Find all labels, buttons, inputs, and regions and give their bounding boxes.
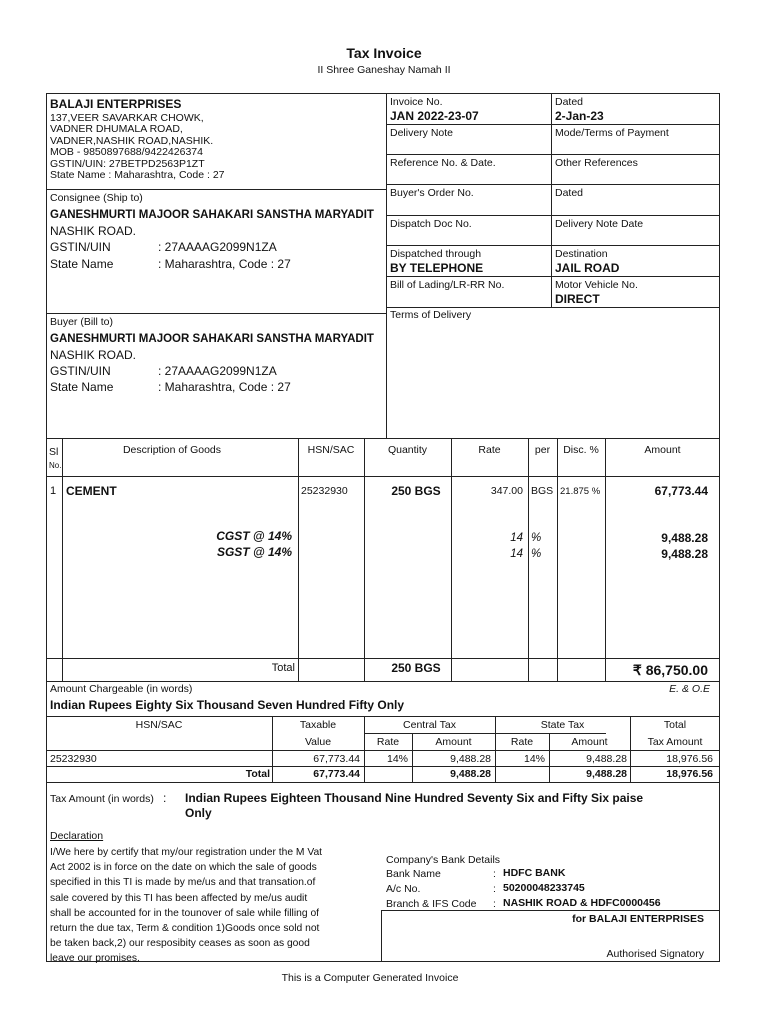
delivery-note-label: Delivery Note bbox=[390, 127, 454, 139]
consignee-state-label: State Name bbox=[50, 257, 114, 271]
col-description: Description of Goods bbox=[122, 444, 222, 456]
item-per: BGS bbox=[531, 485, 554, 497]
items-total-label: Total bbox=[271, 662, 295, 674]
item-sl: 1 bbox=[50, 485, 57, 497]
seller-address: 137,VEER SAVARKAR CHOWK, VADNER DHUMALA ROAD, VADNER,NASHIK ROAD,NASHIK. MOB - 9850897688/9422426374 GSTIN/UIN: 27BETPD2563P1ZT State Name : Maharashtra, Code : 27 bbox=[50, 112, 225, 182]
other-references-label: Other References bbox=[555, 157, 638, 169]
consignee-gstin-label: GSTIN/UIN bbox=[50, 240, 111, 254]
tax-words-colon: : bbox=[163, 791, 167, 805]
sgst-per: % bbox=[531, 548, 542, 560]
declaration-text: I/We here by certify that my/our registration under the M Vat Act 2002 is in force on the date on which the sale of goods specified in this TI is made by me/us and that transation.of sale covered by this TI has been affected by me/us audit shall be accounted for in the tounover of sale while filling of return the due tax, Term & condition 1)Goods once sold not be taken back,2) our resposibity ceases as soon as good leave our promises. bbox=[50, 847, 323, 965]
tax-total-taxable: 67,773.44 bbox=[313, 768, 360, 780]
mode-terms-label: Mode/Terms of Payment bbox=[555, 127, 669, 139]
motor-vehicle: DIRECT bbox=[555, 292, 600, 306]
tax-col-hsn: HSN/SAC bbox=[135, 719, 183, 731]
item-quantity: 250 BGS bbox=[391, 484, 441, 498]
tax-col-total: Total bbox=[663, 719, 687, 731]
tax-total-total: 18,976.56 bbox=[666, 768, 713, 780]
tax-col-state-amount: Amount bbox=[571, 736, 608, 748]
motor-vehicle-label: Motor Vehicle No. bbox=[555, 279, 638, 291]
seller-state: State Name : Maharashtra, Code : 27 bbox=[50, 169, 225, 182]
tax-total-state: 9,488.28 bbox=[586, 768, 627, 780]
sgst-rate: 14 bbox=[510, 548, 523, 560]
ac-no-label: A/c No. bbox=[386, 883, 421, 895]
authorised-signatory: Authorised Signatory bbox=[606, 948, 704, 960]
item-description: CEMENT bbox=[66, 484, 117, 498]
item-disc: 21.875 % bbox=[560, 486, 601, 497]
buyer-gstin: : 27AAAAG2099N1ZA bbox=[158, 364, 277, 378]
tax-col-central: Central Tax bbox=[403, 719, 456, 731]
col-quantity: Quantity bbox=[387, 444, 428, 456]
footer-note: This is a Computer Generated Invoice bbox=[281, 972, 459, 984]
reference-label: Reference No. & Date. bbox=[390, 157, 496, 169]
tax-col-state: State Tax bbox=[540, 719, 585, 731]
col-amount: Amount bbox=[644, 444, 681, 456]
tax-col-value: Value bbox=[304, 736, 332, 748]
dispatched-through: BY TELEPHONE bbox=[390, 261, 484, 275]
tax-col-taxable: Taxable bbox=[299, 719, 337, 731]
destination-label: Destination bbox=[555, 248, 608, 260]
sgst-amount: 9,488.28 bbox=[661, 547, 708, 561]
buyer-label: Buyer (Bill to) bbox=[50, 316, 114, 328]
item-rate: 347.00 bbox=[490, 485, 523, 497]
tax-col-tax-amount: Tax Amount bbox=[647, 736, 703, 748]
destination: JAIL ROAD bbox=[555, 261, 620, 275]
invoice-subtitle: II Shree Ganeshay Namah II bbox=[317, 64, 451, 76]
buyer-order-label: Buyer's Order No. bbox=[390, 187, 474, 199]
invoice-title: Tax Invoice bbox=[346, 45, 422, 61]
eoe: E. & O.E bbox=[669, 683, 710, 695]
invoice-no-label: Invoice No. bbox=[390, 96, 443, 108]
consignee-name: GANESHMURTI MAJOOR SAHAKARI SANSTHA MARYADIT bbox=[50, 209, 374, 221]
bank-name-label: Bank Name bbox=[386, 868, 441, 880]
tax-row-total: 18,976.56 bbox=[666, 753, 713, 765]
tax-row-hsn: 25232930 bbox=[50, 753, 97, 765]
buyer-state: : Maharashtra, Code : 27 bbox=[158, 380, 291, 394]
tax-words-label: Tax Amount (in words) bbox=[50, 793, 154, 805]
amount-words: Indian Rupees Eighty Six Thousand Seven Hundred Fifty Only bbox=[50, 698, 405, 712]
tax-row-taxable: 67,773.44 bbox=[313, 753, 360, 765]
bank-heading: Company's Bank Details bbox=[386, 854, 501, 866]
tax-row-state-amount: 9,488.28 bbox=[586, 753, 627, 765]
branch-colon: : bbox=[493, 898, 496, 910]
col-rate: Rate bbox=[478, 444, 501, 456]
cgst-amount: 9,488.28 bbox=[661, 531, 708, 545]
tax-total-central: 9,488.28 bbox=[450, 768, 491, 780]
ac-no-colon: : bbox=[493, 883, 496, 895]
bank-name: HDFC BANK bbox=[503, 867, 566, 879]
sgst-label: SGST @ 14% bbox=[216, 545, 292, 559]
col-no: No. bbox=[49, 461, 62, 470]
seller-name: BALAJI ENTERPRISES bbox=[50, 97, 182, 111]
consignee-address: NASHIK ROAD. bbox=[50, 224, 137, 238]
items-total-quantity: 250 BGS bbox=[391, 661, 441, 675]
consignee-gstin: : 27AAAAG2099N1ZA bbox=[158, 240, 277, 254]
cgst-rate: 14 bbox=[510, 532, 523, 544]
col-per: per bbox=[534, 444, 551, 456]
bill-lading-label: Bill of Lading/LR-RR No. bbox=[390, 279, 505, 291]
items-total-amount: ₹ 86,750.00 bbox=[632, 662, 708, 678]
col-disc: Disc. % bbox=[563, 444, 599, 456]
tax-row-state-rate: 14% bbox=[523, 753, 545, 765]
col-sl: Sl bbox=[49, 446, 59, 458]
invoice-no: JAN 2022-23-07 bbox=[390, 109, 479, 123]
seller-mob: MOB - 9850897688/9422426374 bbox=[50, 146, 203, 159]
dated-label: Dated bbox=[555, 96, 584, 108]
dated2-label: Dated bbox=[555, 187, 584, 199]
cgst-label: CGST @ 14% bbox=[216, 529, 292, 543]
consignee-state: : Maharashtra, Code : 27 bbox=[158, 257, 291, 271]
item-amount: 67,773.44 bbox=[654, 484, 708, 498]
cgst-per: % bbox=[531, 532, 542, 544]
tax-words: Indian Rupees Eighteen Thousand Nine Hundred Seventy Six and Fifty Six paise Only bbox=[185, 791, 644, 820]
buyer-state-label: State Name bbox=[50, 380, 114, 394]
branch: NASHIK ROAD & HDFC0000456 bbox=[503, 897, 661, 909]
ac-no: 50200048233745 bbox=[503, 882, 585, 894]
tax-col-central-amount: Amount bbox=[435, 736, 472, 748]
dated-value: 2-Jan-23 bbox=[555, 109, 604, 123]
branch-label: Branch & IFS Code bbox=[386, 898, 477, 910]
col-hsn: HSN/SAC bbox=[307, 444, 355, 456]
tax-col-central-rate: Rate bbox=[376, 736, 400, 748]
consignee-label: Consignee (Ship to) bbox=[50, 192, 143, 204]
dispatch-doc-label: Dispatch Doc No. bbox=[390, 218, 472, 230]
tax-total-label: Total bbox=[245, 768, 270, 780]
seller-gstin: GSTIN/UIN: 27BETPD2563P1ZT bbox=[50, 157, 205, 170]
for-company: for BALAJI ENTERPRISES bbox=[572, 913, 704, 925]
bank-name-colon: : bbox=[493, 868, 496, 880]
buyer-gstin-label: GSTIN/UIN bbox=[50, 364, 111, 378]
item-hsn: 25232930 bbox=[301, 485, 348, 497]
amount-words-label: Amount Chargeable (in words) bbox=[50, 683, 193, 695]
declaration-heading: Declaration bbox=[50, 830, 104, 842]
buyer-name: GANESHMURTI MAJOOR SAHAKARI SANSTHA MARYADIT bbox=[50, 333, 374, 345]
terms-delivery-label: Terms of Delivery bbox=[390, 309, 472, 321]
buyer-address: NASHIK ROAD. bbox=[50, 348, 137, 362]
delivery-note-date-label: Delivery Note Date bbox=[555, 218, 644, 230]
tax-row-central-amount: 9,488.28 bbox=[450, 753, 491, 765]
tax-row-central-rate: 14% bbox=[386, 753, 408, 765]
dispatched-through-label: Dispatched through bbox=[390, 248, 482, 260]
tax-col-state-rate: Rate bbox=[510, 736, 534, 748]
